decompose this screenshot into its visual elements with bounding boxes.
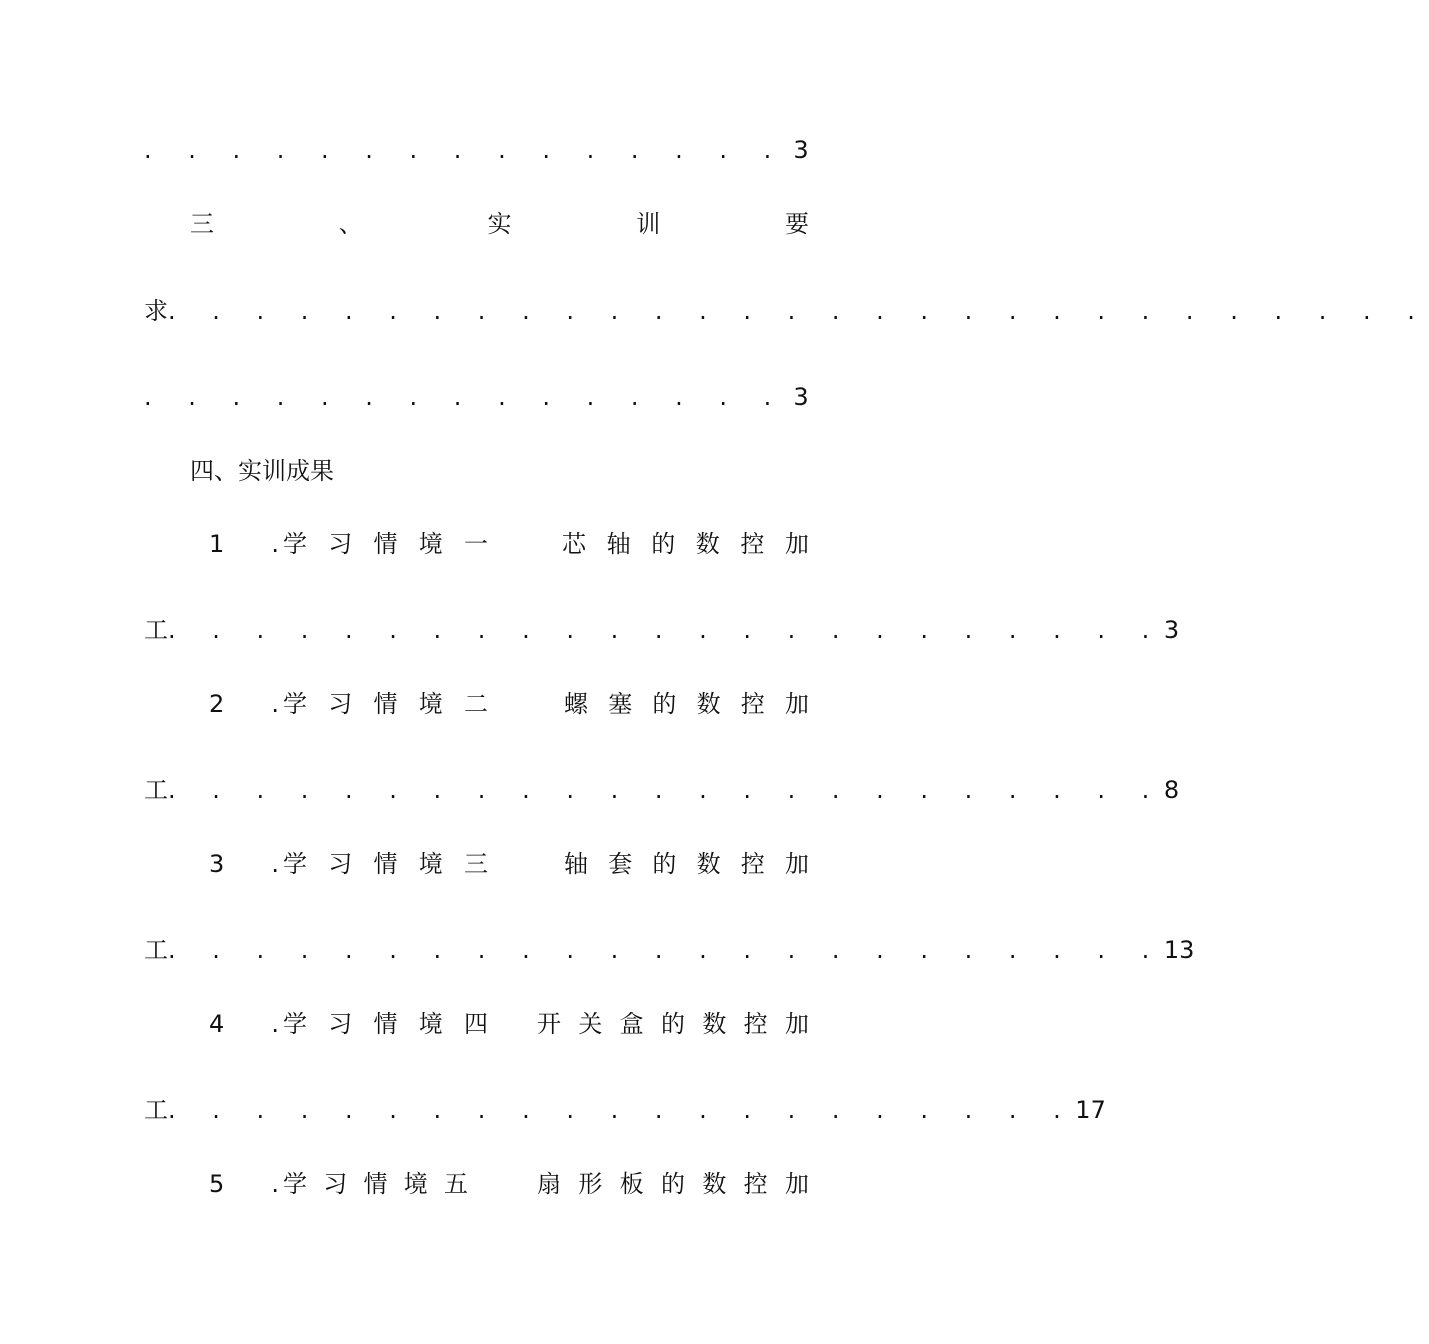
toc-item-2 [209,686,809,722]
title-char: 数 [696,850,721,878]
item-dot: . [271,690,279,718]
leader-dots: . . . . . . . . . . . . . . . . . . . . . . . [168,616,1164,644]
title-char: 习 [328,530,353,558]
title-char: 盒 [619,1010,644,1038]
title-char: 情 [373,530,398,558]
item-number [209,1006,279,1042]
title-char: 数 [702,1010,727,1038]
title-char: 的 [660,1170,685,1198]
title-char: 学 [283,1170,307,1198]
title-char: 加 [784,1010,809,1038]
item-title-left [283,526,488,562]
toc-item-3-cont [144,932,1195,968]
page-number: 8 [1163,776,1180,804]
item-number [209,1166,279,1202]
title-char: 境 [418,850,443,878]
page-number: 3 [793,136,809,164]
item-number [209,846,279,882]
title-char: 一 [464,530,488,558]
page-number: 3 [793,383,809,411]
item-num: 2 [209,690,225,718]
leader-dots: . . . . . . . . . . . . . . . . . . . . . . . . . . . . . [168,297,1429,325]
title-char: 开 [537,1010,561,1038]
toc-section-3-page-line [144,379,809,415]
item-dot: . [271,850,279,878]
toc-item-4 [209,1006,809,1042]
title-char: 加 [784,530,809,558]
title-char: 三 [464,850,488,878]
toc-item-4-cont [144,1092,1106,1128]
title-char: 的 [651,530,676,558]
toc-item-1-cont [144,612,1180,648]
leader-dots: . . . . . . . . . . . . . . . . . . . . . [168,1096,1076,1124]
title-char: 工 [144,936,168,964]
title-char: 五 [444,1170,468,1198]
title-char: 境 [418,530,443,558]
title-char: 情 [373,850,398,878]
item-title-right [564,686,809,722]
title-char: 的 [660,1010,685,1038]
toc-item-1 [209,526,809,562]
title-char: 习 [328,690,353,718]
item-dot: . [271,530,279,558]
item-num: 5 [209,1170,225,1198]
toc-line-dots-1 [144,132,809,168]
title-char: 情 [363,1170,388,1198]
title-char: 数 [702,1170,727,1198]
title-char: 习 [328,850,353,878]
leader-dots: . . . . . . . . . . . . . . . [144,136,786,164]
title-char: 套 [608,850,633,878]
title-char: 控 [743,1010,768,1038]
title-char: 芯 [562,530,586,558]
toc-item-2-cont [144,772,1180,808]
item-title-right [564,846,809,882]
title-char: 四 [464,1010,488,1038]
toc-item-3 [209,846,809,882]
leader-dots: . . . . . . . . . . . . . . . . . . . . . . . [168,776,1164,804]
title-char: 要 [785,210,809,238]
toc-section-3-cont [144,293,1429,329]
title-char: 训 [636,210,661,238]
toc-section-4-heading: 四、实训成果 [190,457,334,485]
title-char: 学 [283,1010,307,1038]
title-char: 关 [578,1010,603,1038]
item-num: 3 [209,850,225,878]
title-char: 二 [464,690,488,718]
title-char: 控 [740,530,765,558]
title-char: 情 [373,1010,398,1038]
title-char: 工 [144,1096,168,1124]
title-char: 境 [418,1010,443,1038]
toc-section-3-title [190,206,809,242]
title-char: 螺 [564,690,588,718]
title-char: 加 [784,690,809,718]
title-char: 的 [652,850,677,878]
title-char: 求 [144,297,168,325]
title-char: 扇 [537,1170,561,1198]
title-char: 工 [144,776,168,804]
page-number: 17 [1075,1096,1106,1124]
title-char: 习 [328,1010,353,1038]
title-char: 轴 [564,850,588,878]
item-title-right [562,526,809,562]
title-char: 境 [418,690,443,718]
toc-item-5 [209,1166,809,1202]
item-title-left [283,686,488,722]
title-char: 控 [740,690,765,718]
page-number: 3 [1163,616,1180,644]
title-char: 习 [323,1170,348,1198]
title-char: 三 [190,210,214,238]
item-title-left [283,846,488,882]
title-char: 数 [695,530,720,558]
title-char: 境 [403,1170,428,1198]
leader-dots: . . . . . . . . . . . . . . . . . . . . . . . [168,936,1164,964]
item-title-right [537,1166,809,1202]
title-char: 学 [283,690,307,718]
leader-dots: . . . . . . . . . . . . . . . [144,383,786,411]
title-char: 学 [283,850,307,878]
title-char: 情 [373,690,398,718]
title-char: 数 [696,690,721,718]
title-char: 、 [338,210,363,238]
item-number [209,526,279,562]
title-char: 控 [743,1170,768,1198]
title-char: 工 [144,616,168,644]
title-char: 控 [740,850,765,878]
title-char: 的 [652,690,677,718]
title-char: 加 [784,1170,809,1198]
title-char: 实 [487,210,512,238]
item-title-left [283,1166,468,1202]
title-char: 塞 [608,690,633,718]
title-char: 加 [784,850,809,878]
item-dot: . [271,1010,279,1038]
item-title-right [537,1006,809,1042]
item-number [209,686,279,722]
title-char: 学 [283,530,307,558]
item-title-left [283,1006,488,1042]
item-num: 4 [209,1010,225,1038]
title-char: 轴 [606,530,631,558]
page-number: 13 [1163,936,1195,964]
item-num: 1 [209,530,225,558]
title-char: 形 [578,1170,603,1198]
title-char: 板 [619,1170,644,1198]
item-dot: . [271,1170,279,1198]
